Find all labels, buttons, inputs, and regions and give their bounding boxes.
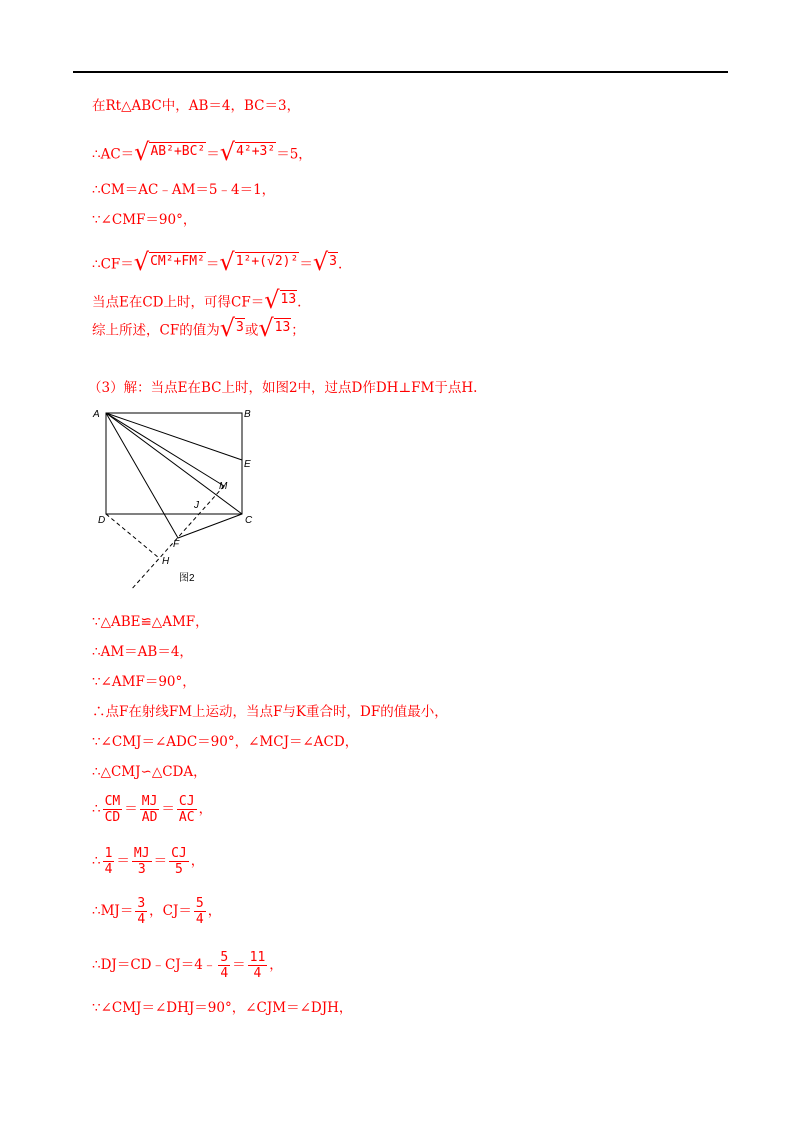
radical: √ 4²+3² (219, 138, 276, 166)
denominator: 4 (104, 862, 113, 877)
formula-prefix: ∴DJ＝CD﹣CJ＝4﹣ (92, 957, 217, 973)
formula-suffix: ， (198, 801, 213, 817)
ratio-line-2 (92, 846, 204, 877)
equals-sign: ＝ (161, 801, 175, 817)
result-dj (92, 950, 283, 981)
formula-cf-13 (92, 286, 302, 316)
equals-sign: ＝ (206, 146, 220, 163)
radicand: 3 (236, 320, 244, 335)
fraction (177, 794, 197, 825)
label-c: C (245, 515, 253, 526)
fraction (169, 846, 189, 877)
equals-sign: ＝ (232, 957, 246, 973)
numerator: MJ (141, 794, 158, 809)
radical: √ AB²+BC² (134, 138, 206, 166)
formula-prefix: ∴AC＝ (92, 146, 135, 163)
text-line: ∴△CMJ∽△CDA， (92, 764, 207, 780)
formula-summary (92, 314, 305, 344)
denominator: 4 (195, 912, 204, 927)
numerator: 11 (249, 950, 266, 965)
segment-af (106, 413, 178, 538)
segment-fc (178, 514, 242, 538)
text-line: ∴点F在射线FM上运动，当点F与K重合时，DF的值最小， (92, 704, 448, 720)
fraction (140, 794, 160, 825)
label-m: M (219, 481, 228, 492)
fraction (132, 846, 152, 877)
formula-prefix: ∴ (92, 853, 101, 869)
fraction (135, 896, 147, 927)
formula-mid: 或 (244, 322, 259, 339)
text-line: ∴AM＝AB＝4， (92, 644, 193, 660)
segment-ae (106, 413, 242, 460)
text-line: ∵△ABE≌△AMF， (92, 614, 209, 630)
denominator: CD (104, 810, 121, 825)
formula-prefix: ∴ (92, 801, 101, 817)
fraction (103, 794, 123, 825)
equals-sign: ＝ (116, 853, 130, 869)
numerator: MJ (133, 846, 150, 861)
ratio-line-1 (92, 794, 212, 825)
radicand: 4²+3² (236, 144, 276, 159)
formula-mid: ，CJ＝ (149, 903, 192, 919)
label-a: A (93, 409, 100, 420)
label-h: H (162, 556, 170, 567)
numerator: CJ (178, 794, 195, 809)
fraction (248, 950, 268, 981)
denominator: 4 (220, 966, 229, 981)
formula-suffix: ＝5， (276, 146, 312, 163)
text-line: ∵∠CMJ＝∠DHJ＝90°，∠CJM＝∠DJH， (92, 1000, 353, 1016)
radical: √ 13 (264, 286, 297, 314)
formula-suffix: ， (269, 957, 283, 973)
denominator: 5 (174, 862, 183, 877)
equals-sign: ＝ (153, 853, 168, 869)
label-b: B (244, 409, 251, 420)
segment-am (106, 413, 224, 486)
fraction (218, 950, 230, 981)
formula-prefix: ∴MJ＝ (92, 903, 134, 919)
denominator: AD (141, 810, 158, 825)
formula-prefix: 综上所述，CF的值为 (92, 322, 220, 339)
fraction (194, 896, 206, 927)
formula-suffix: ， (207, 903, 222, 919)
radical: √ CM²+FM² (133, 248, 205, 276)
numerator: 5 (220, 950, 229, 965)
numerator: 1 (104, 846, 113, 861)
ray-mf-dashed (130, 486, 224, 590)
segment-ac (106, 413, 242, 514)
figure-caption: 图2 (179, 573, 195, 584)
radical: √ 1²+(√2)² (219, 248, 299, 276)
formula-cf (92, 248, 343, 278)
numerator: 5 (195, 896, 204, 911)
part-3-heading: （3）解：当点E在BC上时，如图2中，过点D作DH⊥FM于点H. (88, 380, 478, 396)
fraction (103, 846, 115, 877)
radicand: AB²+BC² (150, 144, 206, 159)
equals-sign: ＝ (205, 256, 220, 273)
result-mj-cj (92, 896, 221, 927)
text-line: ∵∠CMJ＝∠ADC＝90°，∠MCJ＝∠ACD， (92, 734, 359, 750)
denominator: AC (178, 810, 195, 825)
radicand: CM²+FM² (150, 254, 205, 269)
denominator: 3 (137, 862, 146, 877)
label-j: J (194, 500, 199, 511)
denominator: 4 (253, 966, 262, 981)
equals-sign: ＝ (299, 256, 313, 273)
formula-prefix: 当点E在CD上时，可得CF＝ (92, 294, 265, 311)
numerator: 3 (137, 896, 146, 911)
formula-ac (92, 138, 312, 168)
denominator: 4 (137, 912, 146, 927)
header-rule (73, 71, 728, 73)
formula-prefix: ∴CF＝ (92, 256, 134, 273)
radical: √ 3 (312, 248, 337, 276)
formula-suffix: ； (291, 322, 305, 339)
label-d: D (98, 515, 106, 526)
radicand: 3 (329, 254, 337, 269)
radicand: 1²+(√2)² (235, 254, 299, 269)
radicand: 13 (280, 292, 297, 307)
radicand: 13 (274, 320, 291, 335)
radical: √ 3 (219, 314, 244, 342)
formula-suffix: . (337, 256, 343, 273)
numerator: CM (104, 794, 121, 809)
text-line: ∴CM＝AC﹣AM＝5﹣4＝1， (92, 182, 276, 198)
segment-dh-dashed (106, 514, 159, 558)
radical: √ 13 (258, 314, 291, 342)
equals-sign: ＝ (124, 801, 138, 817)
text-line: 在Rt△ABC中，AB＝4，BC＝3， (92, 98, 301, 114)
formula-suffix: ， (190, 853, 205, 869)
formula-suffix: . (297, 294, 302, 311)
label-e: E (244, 459, 251, 470)
label-f: F (173, 539, 180, 550)
text-line: ∵∠AMF＝90°， (92, 674, 196, 690)
text-line: ∵∠CMF＝90°， (92, 212, 197, 228)
geometry-figure (90, 405, 270, 590)
numerator: CJ (171, 846, 187, 861)
